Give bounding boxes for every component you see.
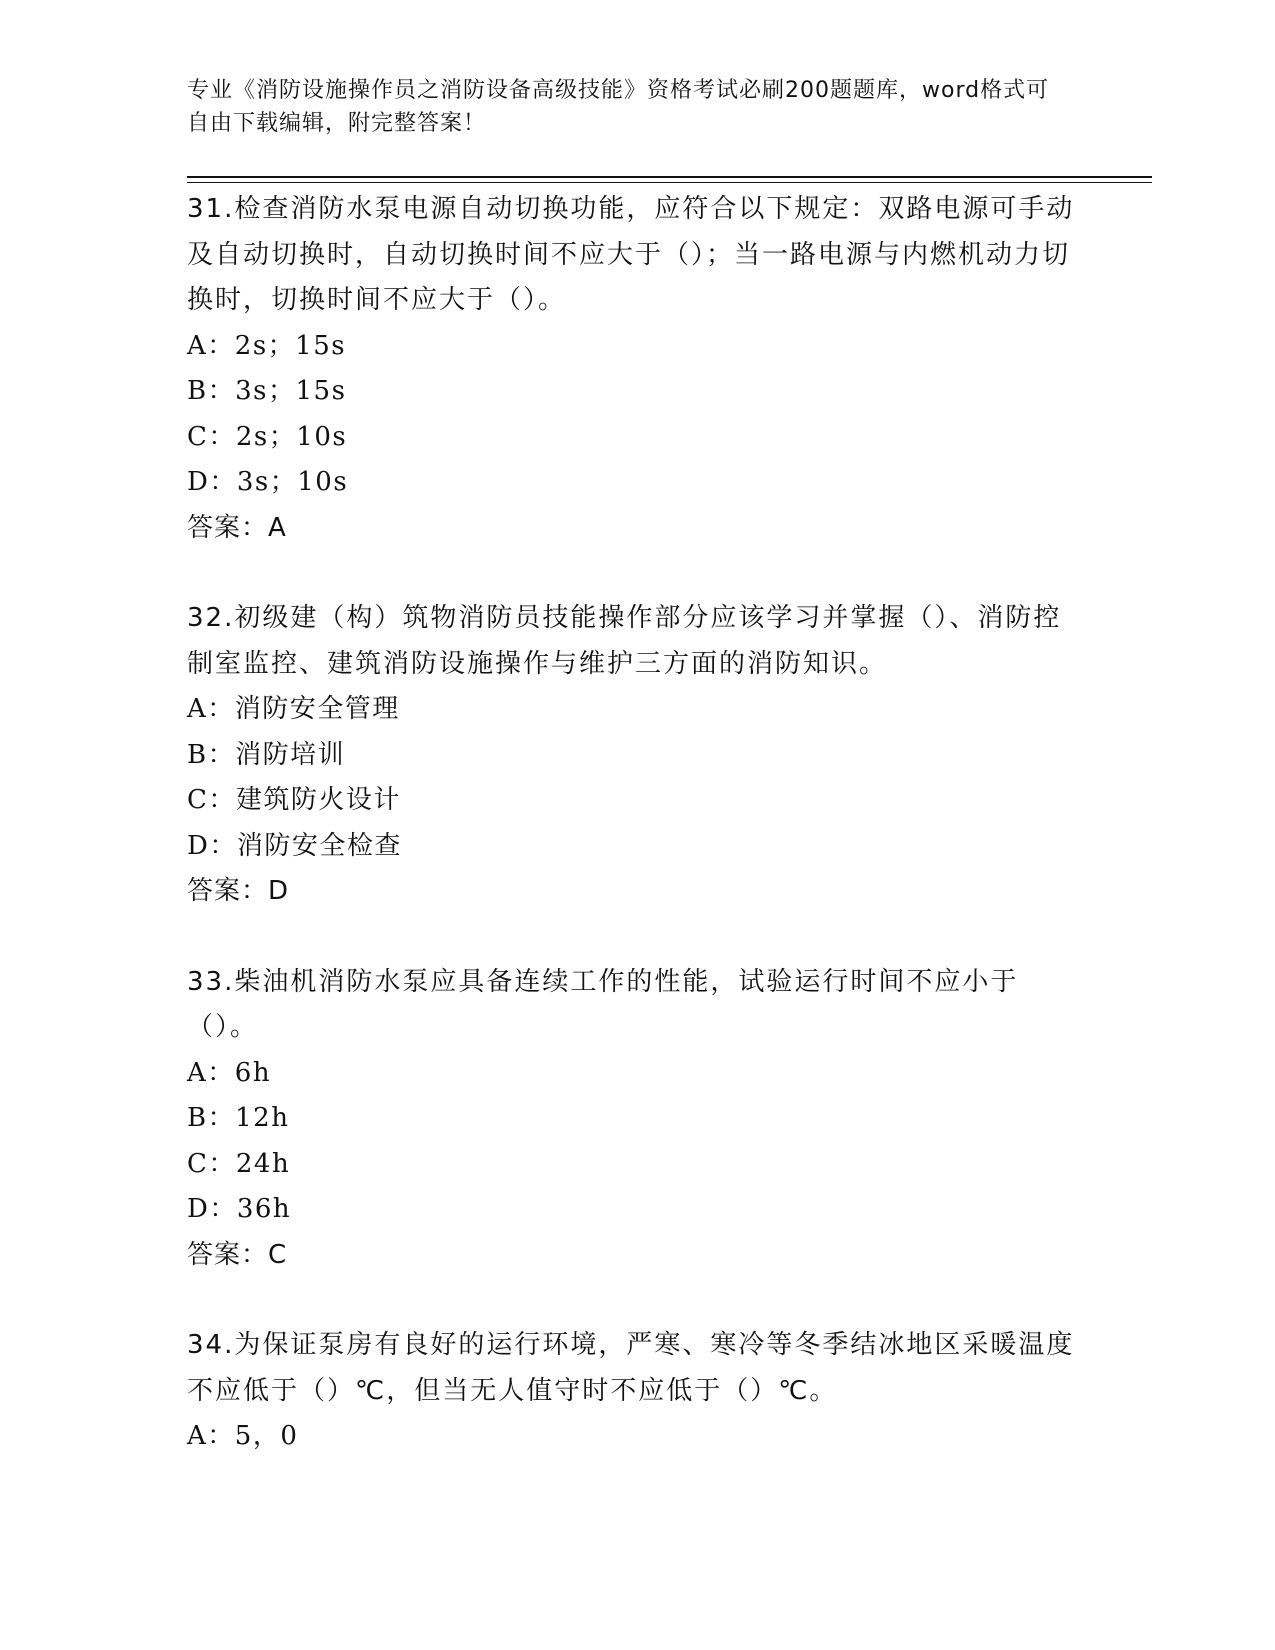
option-a: A：6h (187, 1057, 272, 1088)
question-stem: 33.柴油机消防水泵应具备连续工作的性能，试验运行时间不应小于（）。 (187, 966, 1019, 1042)
question-32 (187, 596, 1087, 915)
option-b: B：消防培训 (187, 739, 346, 770)
answer-line: 答案：A (187, 512, 287, 543)
question-list (187, 187, 1087, 1460)
answer-line: 答案：C (187, 1239, 288, 1270)
option-a: A：消防安全管理 (187, 694, 400, 724)
option-b: B：12h (187, 1103, 290, 1133)
option-d: D：36h (187, 1194, 292, 1224)
option-a: A：5，0 (187, 1421, 299, 1451)
question-31 (187, 187, 1087, 551)
question-33 (187, 960, 1087, 1279)
question-stem: 31.检查消防水泵电源自动切换功能，应符合以下规定：双路电源可手动及自动切换时，自动切换时间不应大于（）；当一路电源与内燃机动力切换时，切换时间不应大于（）。 (187, 194, 1075, 315)
option-d: D：3s；10s (187, 467, 349, 497)
option-b: B：3s；15s (187, 376, 347, 406)
option-a: A：2s；15s (187, 330, 347, 361)
question-34 (187, 1323, 1087, 1460)
answer-line: 答案：D (187, 876, 290, 906)
question-stem: 34.为保证泵房有良好的运行环境，严寒、寒冷等冬季结冰地区采暖温度不应低于（）℃，但当无人值守时不应低于（）℃。 (187, 1330, 1075, 1406)
option-d: D：消防安全检查 (187, 830, 402, 861)
header-divider-thick (187, 176, 1152, 178)
header-note: 专业《消防设施操作员之消防设备高级技能》资格考试必刷200题题库，word格式可自由下载编辑，附完整答案！ (187, 78, 1050, 136)
option-c: C：24h (187, 1148, 291, 1179)
option-c: C：2s；10s (187, 421, 348, 452)
question-stem: 32.初级建（构）筑物消防员技能操作部分应该学习并掌握（）、消防控制室监控、建筑消防设施操作与维护三方面的消防知识。 (187, 603, 1062, 679)
option-c: C：建筑防火设计 (187, 785, 401, 815)
header-divider-thin (187, 182, 1152, 183)
